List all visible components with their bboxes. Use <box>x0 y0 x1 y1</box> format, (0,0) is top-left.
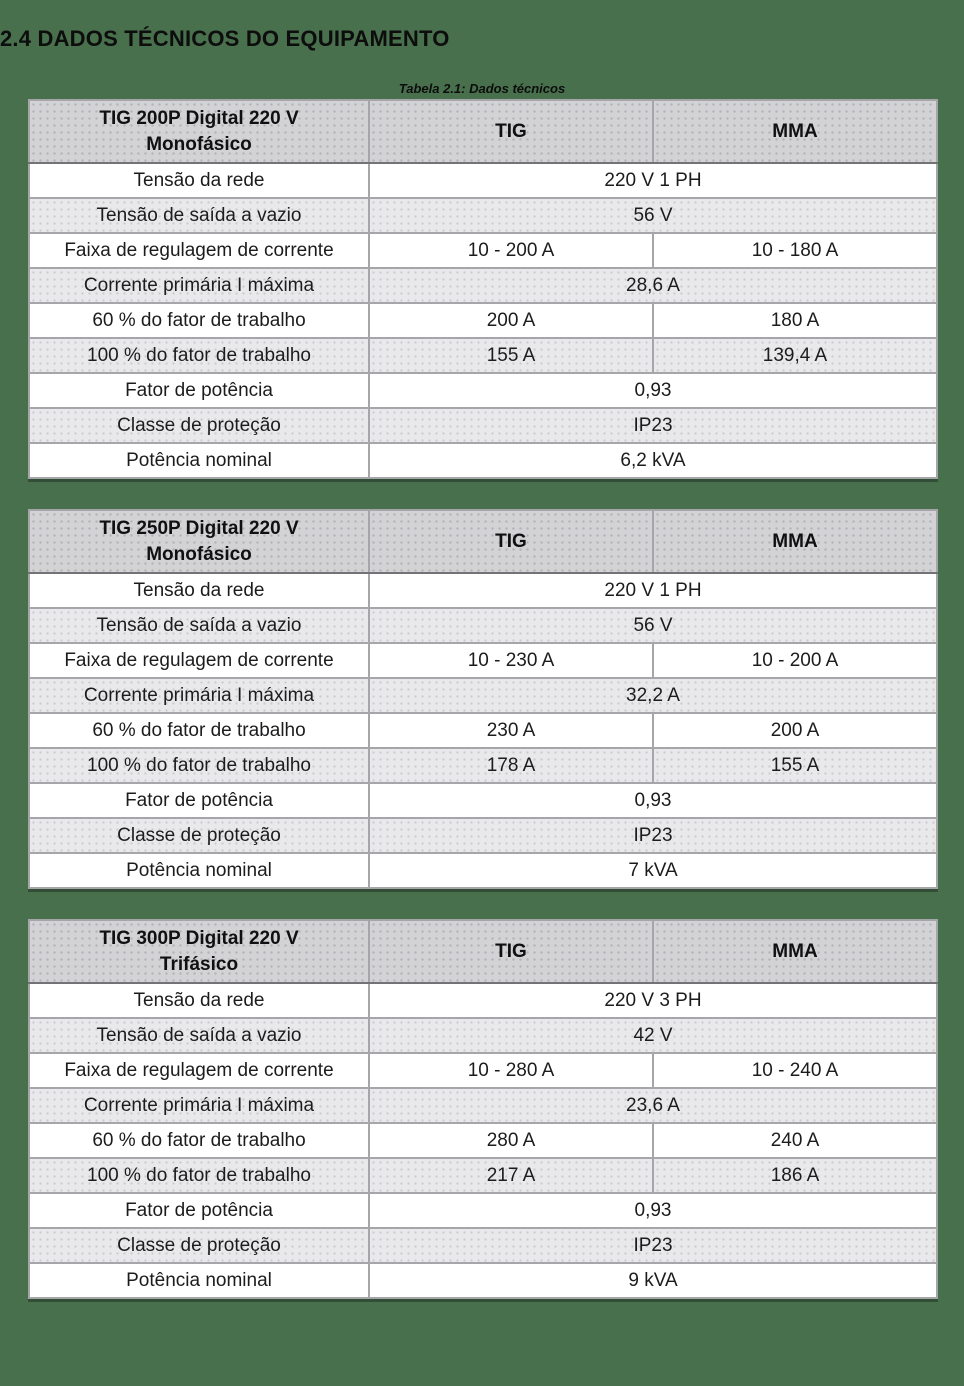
spec-table <box>28 509 938 889</box>
spec-label: Classe de proteção <box>29 818 369 853</box>
table-row <box>29 1158 937 1193</box>
table-row <box>29 748 937 783</box>
spec-label: Potência nominal <box>29 443 369 478</box>
table-row <box>29 573 937 608</box>
spec-label: 60 % do fator de trabalho <box>29 713 369 748</box>
spec-label: Tensão da rede <box>29 163 369 198</box>
spec-value-mma: 240 A <box>653 1123 937 1158</box>
model-name-line2: Monofásico <box>146 133 252 155</box>
model-name-cell <box>29 100 369 163</box>
table-row <box>29 198 937 233</box>
table-caption: Tabela 2.1: Dados técnicos <box>398 81 566 97</box>
table-row <box>29 678 937 713</box>
table-row <box>29 268 937 303</box>
spec-value-shared: 0,93 <box>369 783 937 818</box>
column-header-tig: TIG <box>369 510 653 573</box>
table-row <box>29 373 937 408</box>
spec-value-tig: 10 - 230 A <box>369 643 653 678</box>
spec-value-shared: 220 V 1 PH <box>369 573 937 608</box>
table-header-row <box>29 920 937 983</box>
spec-label: Faixa de regulagem de corrente <box>29 233 369 268</box>
spec-label: Tensão de saída a vazio <box>29 198 369 233</box>
spec-label: Potência nominal <box>29 1263 369 1298</box>
spec-value-shared: IP23 <box>369 1228 937 1263</box>
spec-value-shared: 7 kVA <box>369 853 937 888</box>
model-name-line2: Monofásico <box>146 543 252 565</box>
table-row <box>29 1123 937 1158</box>
table-header-row <box>29 510 937 573</box>
table-row <box>29 408 937 443</box>
spec-value-tig: 10 - 200 A <box>369 233 653 268</box>
table-row <box>29 983 937 1018</box>
table-header-row <box>29 100 937 163</box>
spec-value-shared: 6,2 kVA <box>369 443 937 478</box>
spec-value-mma: 155 A <box>653 748 937 783</box>
table-row <box>29 163 937 198</box>
spec-value-tig: 178 A <box>369 748 653 783</box>
page-title: 2.4 DADOS TÉCNICOS DO EQUIPAMENTO <box>0 26 450 51</box>
table-row <box>29 1088 937 1123</box>
spec-label: Corrente primária I máxima <box>29 268 369 303</box>
table-row <box>29 1053 937 1088</box>
spec-value-mma: 200 A <box>653 713 937 748</box>
spec-value-shared: 23,6 A <box>369 1088 937 1123</box>
spec-value-tig: 200 A <box>369 303 653 338</box>
spec-label: Classe de proteção <box>29 408 369 443</box>
spec-table <box>28 99 938 479</box>
spec-value-shared: IP23 <box>369 818 937 853</box>
spec-value-mma: 186 A <box>653 1158 937 1193</box>
table-row <box>29 443 937 478</box>
table-row <box>29 853 937 888</box>
spec-label: Tensão de saída a vazio <box>29 608 369 643</box>
table-row <box>29 338 937 373</box>
model-name-line1: TIG 250P Digital 220 V <box>99 517 299 539</box>
spec-value-mma: 139,4 A <box>653 338 937 373</box>
table-row <box>29 608 937 643</box>
table-row <box>29 233 937 268</box>
model-name-cell <box>29 510 369 573</box>
spec-label: Tensão da rede <box>29 983 369 1018</box>
model-name-cell <box>29 920 369 983</box>
spec-label: Faixa de regulagem de corrente <box>29 1053 369 1088</box>
spec-label: Tensão da rede <box>29 573 369 608</box>
model-name-line2: Trifásico <box>159 953 239 975</box>
spec-label: 60 % do fator de trabalho <box>29 1123 369 1158</box>
spec-value-shared: 9 kVA <box>369 1263 937 1298</box>
spec-value-shared: 42 V <box>369 1018 937 1053</box>
spec-label: Tensão de saída a vazio <box>29 1018 369 1053</box>
table-row <box>29 643 937 678</box>
spec-value-mma: 180 A <box>653 303 937 338</box>
spec-value-shared: 220 V 1 PH <box>369 163 937 198</box>
spec-label: 100 % do fator de trabalho <box>29 1158 369 1193</box>
tables-container <box>0 99 964 1299</box>
spec-label: Corrente primária I máxima <box>29 1088 369 1123</box>
column-header-mma: MMA <box>653 100 937 163</box>
spec-label: Potência nominal <box>29 853 369 888</box>
spec-value-tig: 217 A <box>369 1158 653 1193</box>
column-header-tig: TIG <box>369 920 653 983</box>
table-row <box>29 783 937 818</box>
spec-value-mma: 10 - 240 A <box>653 1053 937 1088</box>
spec-value-tig: 280 A <box>369 1123 653 1158</box>
table-row <box>29 1193 937 1228</box>
spec-label: Fator de potência <box>29 1193 369 1228</box>
spec-table <box>28 919 938 1299</box>
spec-value-shared: 28,6 A <box>369 268 937 303</box>
table-row <box>29 1018 937 1053</box>
spec-value-shared: IP23 <box>369 408 937 443</box>
spec-value-tig: 155 A <box>369 338 653 373</box>
column-header-mma: MMA <box>653 920 937 983</box>
table-row <box>29 818 937 853</box>
spec-value-shared: 32,2 A <box>369 678 937 713</box>
spec-value-mma: 10 - 200 A <box>653 643 937 678</box>
model-name-line1: TIG 300P Digital 220 V <box>99 927 299 949</box>
table-row <box>29 303 937 338</box>
column-header-mma: MMA <box>653 510 937 573</box>
spec-value-shared: 0,93 <box>369 1193 937 1228</box>
spec-value-mma: 10 - 180 A <box>653 233 937 268</box>
spec-value-shared: 56 V <box>369 198 937 233</box>
spec-value-shared: 0,93 <box>369 373 937 408</box>
spec-label: 100 % do fator de trabalho <box>29 338 369 373</box>
table-row <box>29 1228 937 1263</box>
spec-value-shared: 220 V 3 PH <box>369 983 937 1018</box>
spec-label: 100 % do fator de trabalho <box>29 748 369 783</box>
spec-label: Faixa de regulagem de corrente <box>29 643 369 678</box>
spec-label: Corrente primária I máxima <box>29 678 369 713</box>
spec-label: Fator de potência <box>29 373 369 408</box>
spec-label: 60 % do fator de trabalho <box>29 303 369 338</box>
model-name-line1: TIG 200P Digital 220 V <box>99 107 299 129</box>
table-row <box>29 713 937 748</box>
spec-value-shared: 56 V <box>369 608 937 643</box>
spec-value-tig: 10 - 280 A <box>369 1053 653 1088</box>
column-header-tig: TIG <box>369 100 653 163</box>
table-row <box>29 1263 937 1298</box>
spec-label: Fator de potência <box>29 783 369 818</box>
spec-label: Classe de proteção <box>29 1228 369 1263</box>
spec-value-tig: 230 A <box>369 713 653 748</box>
